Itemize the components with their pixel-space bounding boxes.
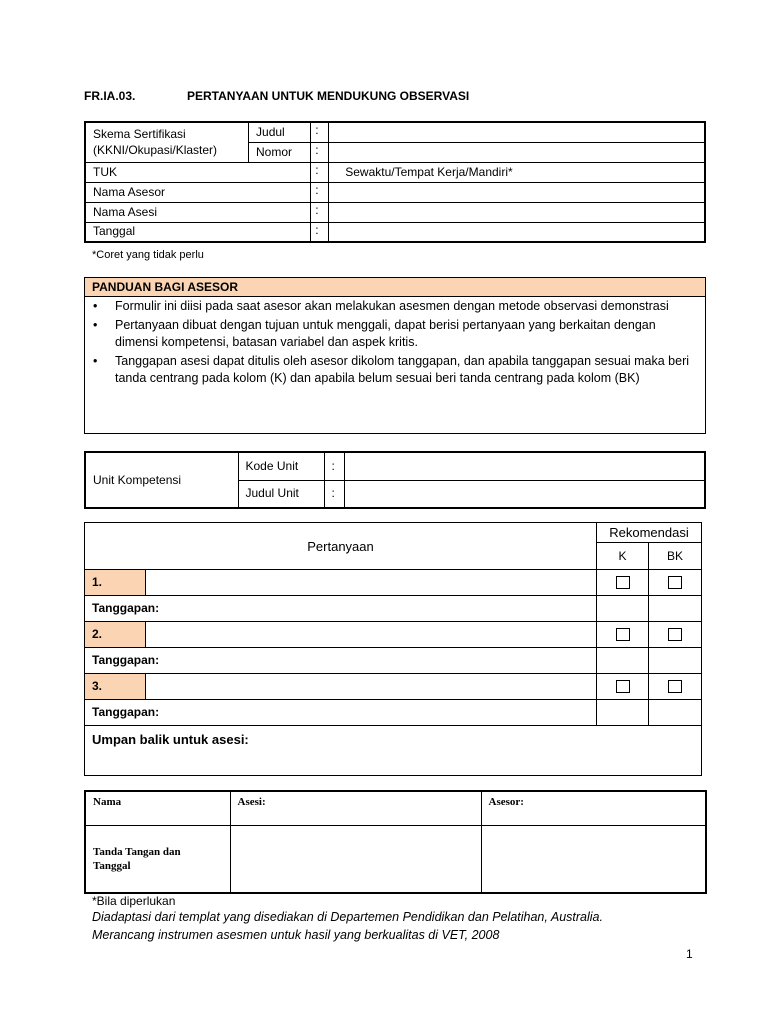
judul-field[interactable] <box>329 122 705 142</box>
asesi-field[interactable] <box>329 202 705 222</box>
tanggal-colon: : <box>311 222 329 242</box>
credit-line-1: Diadaptasi dari templat yang disediakan di Departemen Pendidikan dan Pelatihan, Australia. <box>92 910 603 924</box>
panduan-item-text: Pertanyaan dibuat dengan tujuan untuk menggali, dapat berisi pertanyaan yang berkaitan dengan dimensi kompetensi, batasan variabel dan aspek kritis. <box>115 317 656 349</box>
panduan-title: PANDUAN BAGI ASESOR <box>85 278 705 297</box>
k-checkbox[interactable] <box>616 576 630 589</box>
judul-unit-colon: : <box>324 480 344 508</box>
bullet-icon: • <box>93 353 98 368</box>
nomor-colon: : <box>311 142 329 162</box>
question-field[interactable] <box>146 570 597 596</box>
ttd-label-line1: Tanda Tangan dan <box>93 845 181 858</box>
asesor-field[interactable] <box>329 182 705 202</box>
k-empty-cell <box>597 648 649 674</box>
credit-line-2: Merancang instrumen asesmen untuk hasil yang berkualitas di VET, 2008 <box>92 928 500 942</box>
tuk-colon: : <box>311 162 329 182</box>
rekomendasi-header: Rekomendasi <box>597 523 702 543</box>
bk-empty-cell <box>649 648 702 674</box>
k-cell <box>597 674 649 700</box>
bullet-icon: • <box>93 317 98 332</box>
panduan-item-text: Tanggapan asesi dapat ditulis oleh asesor dikolom tanggapan, dan apabila tanggapan sesuai maka beri tanda centrang pada kolom (K) dan apabila belum sesuai beri tanda centrang pada kolom (BK) <box>115 353 690 385</box>
unit-kompetensi-label: Unit Kompetensi <box>85 452 238 508</box>
judul-label: Judul <box>249 122 311 142</box>
unit-kompetensi-table <box>84 451 706 509</box>
k-empty-cell <box>597 700 649 726</box>
questions-table <box>84 522 702 776</box>
tuk-label: TUK <box>85 162 311 182</box>
kode-unit-colon: : <box>324 452 344 480</box>
panduan-item <box>93 298 697 316</box>
page-number: 1 <box>686 947 693 961</box>
tanggapan-label[interactable]: Tanggapan: <box>85 700 597 726</box>
panduan-item <box>93 317 697 352</box>
judul-unit-field[interactable] <box>344 480 705 508</box>
skema-label-line1: Skema Sertifikasi <box>93 127 186 142</box>
tanggapan-label[interactable]: Tanggapan: <box>85 648 597 674</box>
form-title: PERTANYAAN UNTUK MENDUKUNG OBSERVASI <box>187 89 470 103</box>
signature-table <box>84 790 707 894</box>
skema-label-line2: (KKNI/Okupasi/Klaster) <box>93 143 218 158</box>
question-field[interactable] <box>146 674 597 700</box>
pertanyaan-header: Pertanyaan <box>85 523 597 570</box>
nomor-field[interactable] <box>329 142 705 162</box>
tanggal-label: Tanggal <box>85 222 311 242</box>
k-checkbox[interactable] <box>616 680 630 693</box>
tanggal-field[interactable] <box>329 222 705 242</box>
asesi-label: Nama Asesi <box>85 202 311 222</box>
panduan-list <box>85 297 705 388</box>
certification-info-table <box>84 121 706 243</box>
k-checkbox[interactable] <box>616 628 630 641</box>
bk-cell <box>649 570 702 596</box>
bk-empty-cell <box>649 700 702 726</box>
panduan-box <box>84 277 706 434</box>
k-cell <box>597 622 649 648</box>
bk-cell <box>649 674 702 700</box>
bk-checkbox[interactable] <box>668 680 682 693</box>
form-code: FR.IA.03. <box>84 89 136 103</box>
nama-label: Nama <box>85 791 230 825</box>
kode-unit-field[interactable] <box>344 452 705 480</box>
bila-note: *Bila diperlukan <box>92 894 176 908</box>
bk-cell <box>649 622 702 648</box>
bk-checkbox[interactable] <box>668 576 682 589</box>
k-empty-cell <box>597 596 649 622</box>
question-number: 2. <box>85 622 146 648</box>
coret-note: *Coret yang tidak perlu <box>92 249 204 261</box>
ttd-label-line2: Tanggal <box>93 859 131 872</box>
question-field[interactable] <box>146 622 597 648</box>
asesor-signature-field[interactable] <box>481 825 706 893</box>
bk-empty-cell <box>649 596 702 622</box>
tanggapan-label[interactable]: Tanggapan: <box>85 596 597 622</box>
asesi-label[interactable]: Asesi: <box>230 791 481 825</box>
bk-header: BK <box>649 543 702 570</box>
skema-label-cell <box>85 122 249 162</box>
asesi-colon: : <box>311 202 329 222</box>
panduan-item <box>93 353 697 388</box>
judul-unit-label: Judul Unit <box>238 480 324 508</box>
judul-colon: : <box>311 122 329 142</box>
bullet-icon: • <box>93 299 98 313</box>
ttd-label <box>85 825 230 893</box>
question-number: 3. <box>85 674 146 700</box>
k-cell <box>597 570 649 596</box>
asesor-colon: : <box>311 182 329 202</box>
nomor-label: Nomor <box>249 142 311 162</box>
kode-unit-label: Kode Unit <box>238 452 324 480</box>
question-number: 1. <box>85 570 146 596</box>
asesor-label[interactable]: Asesor: <box>481 791 706 825</box>
panduan-item-text: Formulir ini diisi pada saat asesor akan melakukan asesmen dengan metode observasi demonstrasi <box>115 299 669 313</box>
asesor-label: Nama Asesor <box>85 182 311 202</box>
bk-checkbox[interactable] <box>668 628 682 641</box>
asesi-signature-field[interactable] <box>230 825 481 893</box>
umpan-balik-field[interactable]: Umpan balik untuk asesi: <box>85 726 702 776</box>
tuk-field[interactable]: Sewaktu/Tempat Kerja/Mandiri* <box>329 162 705 182</box>
k-header: K <box>597 543 649 570</box>
